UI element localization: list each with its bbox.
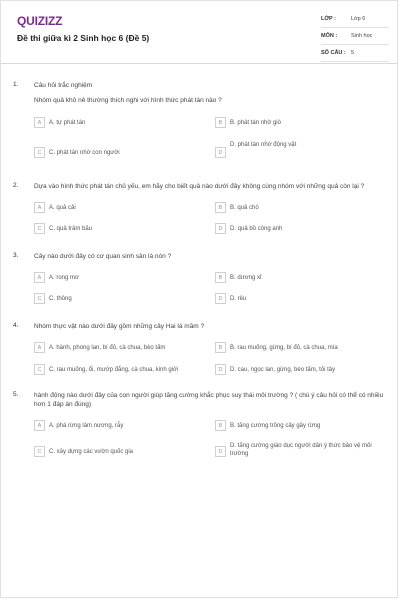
option-text: B. quả chò [230,205,259,211]
question-4 [13,322,385,382]
meta-row-class [321,11,389,28]
option-a[interactable] [34,202,76,213]
option-text: D. rêu [230,296,247,302]
option-letter: C [34,364,45,375]
option-b[interactable] [215,272,261,283]
question-text: Nhóm thực vật nào dưới đây gồm những cây Hai lá mầm ? [34,323,205,330]
option-letter: B [215,342,226,353]
option-a[interactable] [34,420,123,431]
option-letter: A [34,202,45,213]
quizizz-logo: QUIZIZZ [17,14,63,28]
option-b[interactable] [215,117,281,128]
option-text: C. quả trâm bầu [49,226,93,232]
option-text: A. phá rừng làm nương, rẫy [49,423,124,429]
option-text: B. dương xỉ [230,275,262,281]
option-letter: D [215,446,226,457]
worksheet-header [1,1,397,64]
option-text: C. xây dựng các vườn quốc gia [49,449,134,455]
question-number: 4. [13,322,19,329]
option-text: A. hành, phong lan, bí đỏ, cà chua, bèo tấm [49,345,166,351]
option-letter: A [34,342,45,353]
option-text: B. phát tán nhờ gió [230,120,281,126]
option-c[interactable] [34,364,178,375]
option-letter: A [34,117,45,128]
question-number: 5. [13,391,19,398]
option-d[interactable] [215,142,297,158]
question-1 [13,81,385,161]
question-2 [13,182,385,242]
option-a[interactable] [34,342,165,353]
question-number: 2. [13,182,19,189]
option-text: C. rau muống, ổi, mướp đắng, cà chua, kinh giới [49,367,179,373]
option-d[interactable] [215,293,246,304]
meta-value: Lớp 6 [351,16,366,22]
question-text: hành động nào dưới đây của con người giúp tăng cường khắc phục suy thái môi trường ? ( chú ý câu hỏi có thể có nhiều hơn 1 đáp án đúng) [34,392,384,408]
option-letter: D [215,293,226,304]
option-b[interactable] [215,342,338,353]
option-letter: D [215,147,226,158]
meta-value: Sinh học [351,33,373,39]
option-text: A. tự phát tán [49,120,86,126]
option-letter: B [215,272,226,283]
option-letter: B [215,202,226,213]
option-d[interactable] [215,443,385,462]
option-text: D. tăng cường giáo dục người dân ý thức bảo vệ môi trường [230,443,372,457]
meta-table [321,11,389,62]
option-c[interactable] [34,293,72,304]
option-c[interactable] [34,223,92,234]
option-a[interactable] [34,117,85,128]
option-letter: C [34,446,45,457]
option-b[interactable] [215,202,259,213]
option-letter: B [215,117,226,128]
question-number: 3. [13,252,19,259]
option-d[interactable] [215,223,282,234]
option-letter: A [34,420,45,431]
question-text: Cây nào dưới đây có cơ quan sinh sản là nón ? [34,253,172,260]
option-letter: D [215,364,226,375]
question-5 [13,391,385,471]
meta-value: 5 [351,50,355,56]
option-text: A. rong mơ [49,275,79,281]
option-b[interactable] [215,420,320,431]
meta-row-subject [321,28,389,45]
meta-label: SỐ CÂU : [321,50,346,56]
option-d[interactable] [215,364,335,375]
meta-label: LỚP : [321,16,336,22]
option-text: D. quả bồ công anh [230,226,283,232]
option-letter: C [34,223,45,234]
question-text: Dựa vào hình thức phát tán chủ yếu, em hãy cho biết quả nào dưới đây không cùng nhóm với những quả còn lại ? [34,183,365,190]
question-number: 1. [13,81,19,88]
option-text: B. rau muống, gừng, bí đỏ, cà chua, mía [230,345,338,351]
option-text: A. quả cải [49,205,76,211]
option-letter: C [34,293,45,304]
question-text: Câu hỏi trắc nghiệm [34,82,93,89]
option-a[interactable] [34,272,79,283]
option-letter: B [215,420,226,431]
option-text: B. tăng cường trồng cây gây rừng [230,423,321,429]
question-3 [13,252,385,312]
meta-row-count [321,45,389,62]
option-letter: A [34,272,45,283]
option-letter: C [34,147,45,158]
option-text: D. phát tán nhờ động vật [230,142,297,148]
option-c[interactable] [34,147,120,158]
option-letter: D [215,223,226,234]
question-subtext: Nhóm quả khô nẻ thường thích nghi với hình thức phát tán nào ? [34,97,222,104]
meta-label: MÔN : [321,33,338,39]
option-text: C. phát tán nhờ con người [49,150,120,156]
option-text: D. cau, ngọc lan, gừng, bèo tấm, tỏi tây [230,367,336,373]
option-c[interactable] [34,446,133,457]
document-title: Đề thi giữa kì 2 Sinh học 6 (Đề 5) [17,33,150,43]
option-text: C. thông [49,296,72,302]
